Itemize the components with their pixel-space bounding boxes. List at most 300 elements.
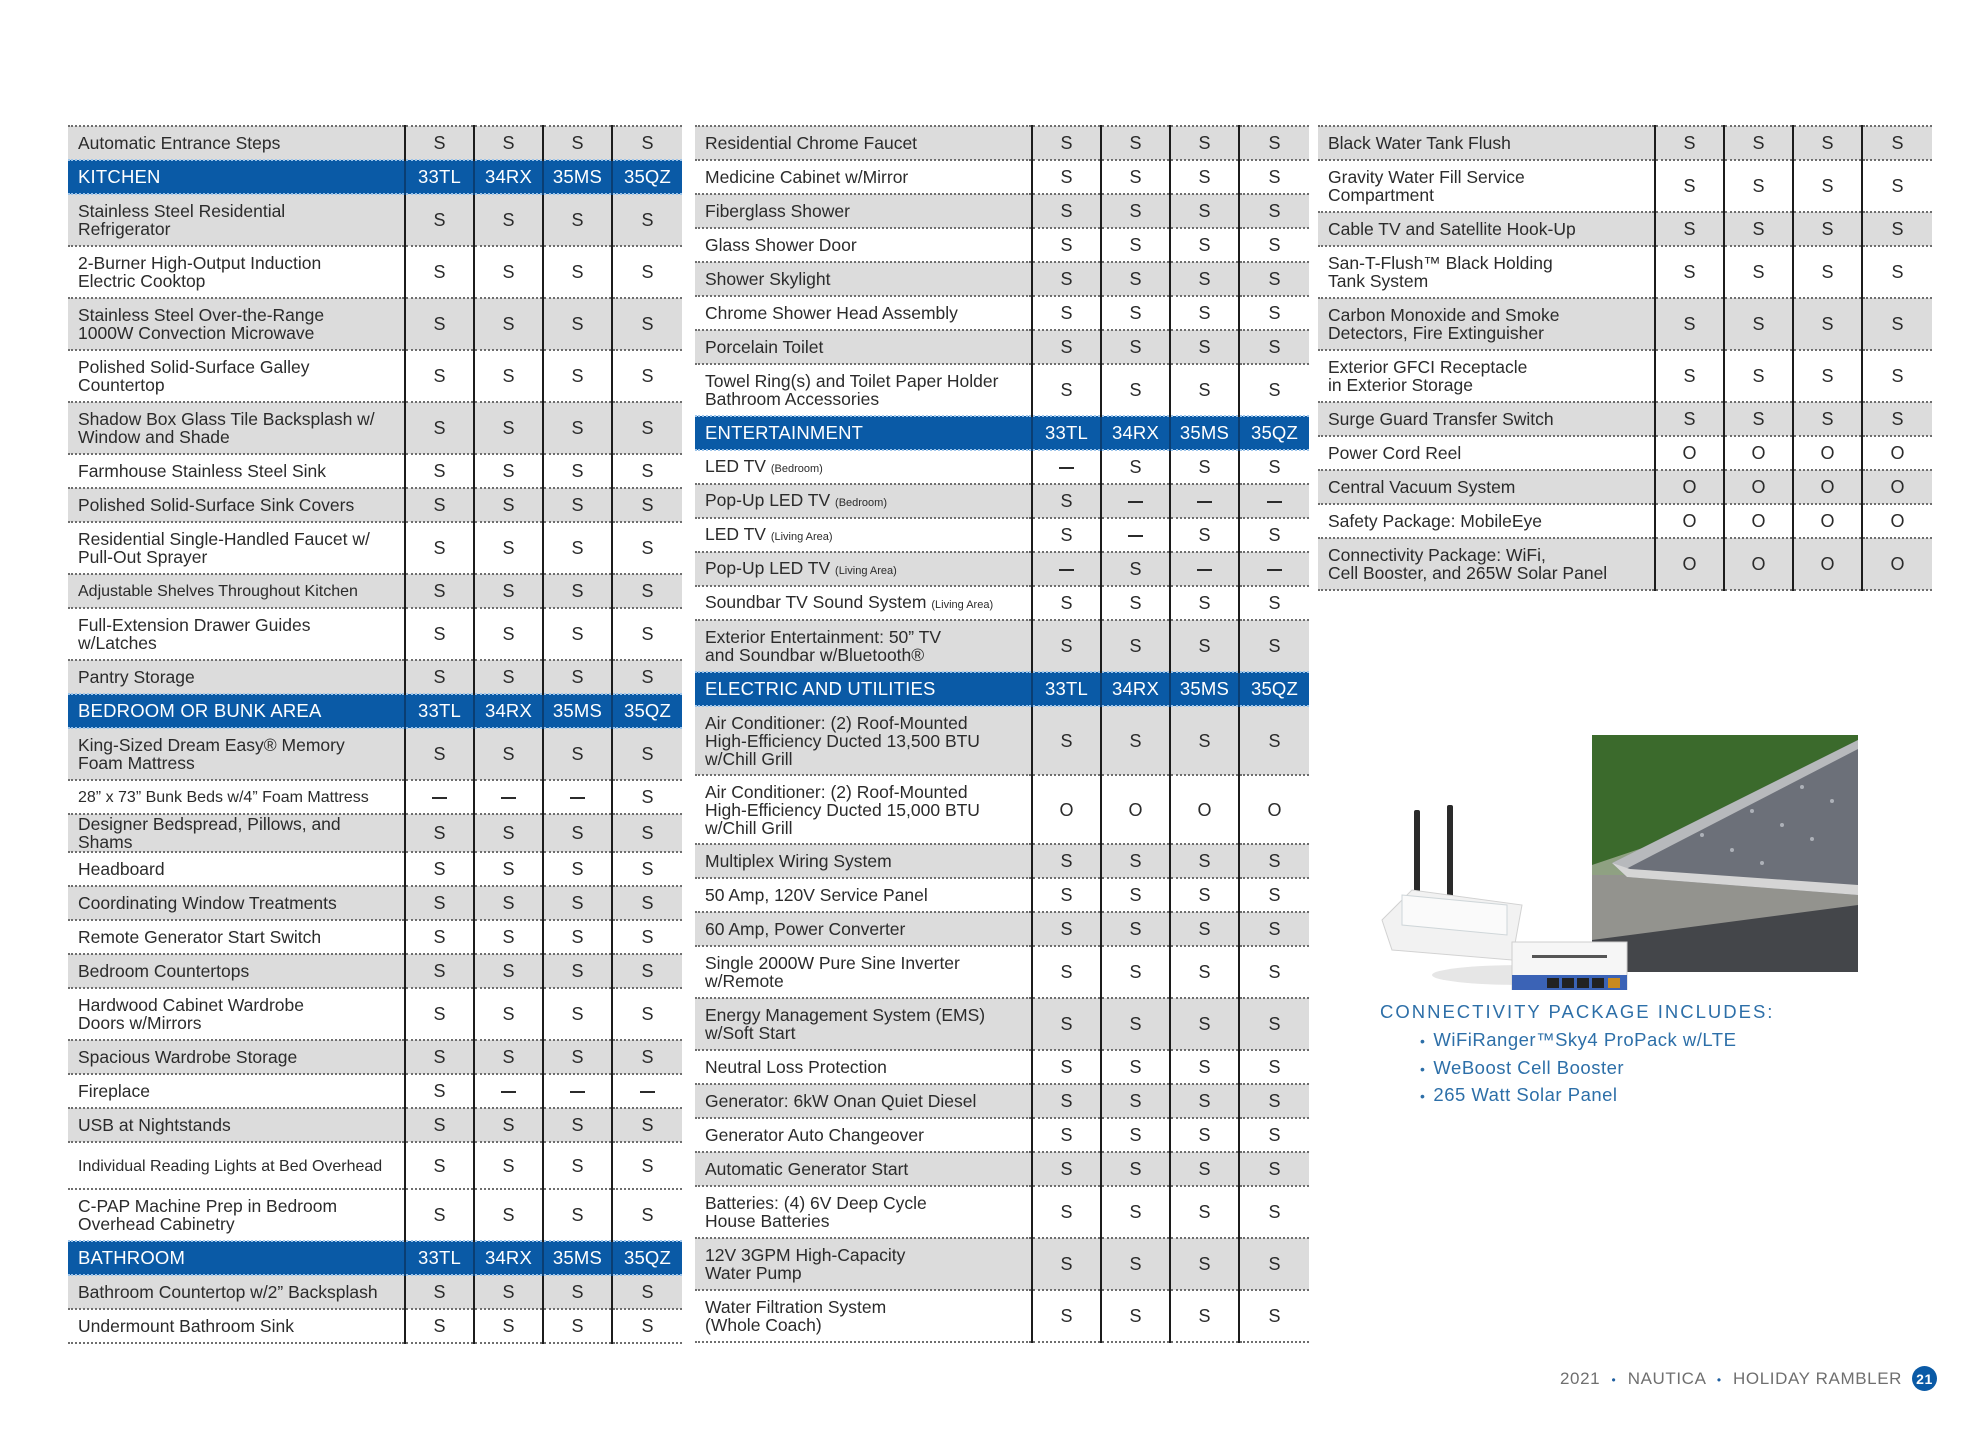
standard-mark: S: [474, 954, 543, 988]
feature-label: [695, 706, 1032, 775]
feature-row: [68, 660, 682, 694]
standard-mark: S: [1032, 1084, 1101, 1118]
feature-label-line: Residential Chrome Faucet: [705, 133, 918, 153]
feature-label-line: Designer Bedspread, Pillows, and Shams: [78, 814, 341, 852]
model-column-header: 34RX: [474, 1241, 543, 1275]
optional-mark: O: [1655, 436, 1724, 470]
feature-label-line: Individual Reading Lights at Bed Overhead: [78, 1157, 383, 1175]
optional-mark: O: [1724, 436, 1793, 470]
standard-mark: S: [474, 574, 543, 608]
model-column-header: 35MS: [543, 694, 612, 728]
section-title: KITCHEN: [68, 160, 405, 194]
feature-row: [695, 912, 1309, 946]
standard-mark: S: [1170, 844, 1239, 878]
feature-label: [68, 1189, 405, 1241]
standard-mark: S: [1101, 1050, 1170, 1084]
feature-label-line: LED TV: [705, 523, 766, 544]
standard-mark: S: [543, 1108, 612, 1142]
dash-icon: [1197, 501, 1212, 503]
not-available-dash: [1170, 552, 1239, 586]
standard-mark: S: [1170, 194, 1239, 228]
standard-mark: S: [1101, 844, 1170, 878]
feature-label-line: 12V 3GPM High-Capacity: [705, 1245, 906, 1265]
feature-row: [68, 1309, 682, 1343]
standard-mark: S: [543, 1040, 612, 1074]
standard-mark: S: [1239, 296, 1309, 330]
feature-label: [68, 1142, 405, 1189]
standard-mark: S: [1862, 160, 1932, 212]
standard-mark: S: [612, 350, 682, 402]
feature-row: [1318, 126, 1932, 160]
feature-row: [68, 246, 682, 298]
feature-label: [1318, 350, 1655, 402]
standard-mark: S: [474, 1142, 543, 1189]
standard-mark: S: [1655, 298, 1724, 350]
feature-label-line: Black Water Tank Flush: [1328, 133, 1511, 153]
model-column-header: 34RX: [474, 160, 543, 194]
standard-mark: S: [543, 886, 612, 920]
standard-mark: S: [612, 660, 682, 694]
feature-label: [695, 262, 1032, 296]
feature-label-line: Porcelain Toilet: [705, 337, 824, 357]
feature-label: [695, 518, 1032, 552]
connectivity-item: • WiFiRanger™Sky4 ProPack w/LTE: [1420, 1027, 1736, 1055]
standard-mark: S: [1101, 450, 1170, 484]
feature-row: [695, 262, 1309, 296]
optional-mark: O: [1170, 775, 1239, 844]
feature-row: [695, 775, 1309, 844]
standard-mark: S: [1239, 450, 1309, 484]
feature-label-line: Shadow Box Glass Tile Backsplash w/: [78, 409, 375, 429]
standard-mark: S: [1655, 126, 1724, 160]
feature-row: [68, 608, 682, 660]
standard-mark: S: [612, 1040, 682, 1074]
feature-label-line: Undermount Bathroom Sink: [78, 1316, 294, 1336]
standard-mark: S: [1032, 126, 1101, 160]
standard-mark: S: [474, 522, 543, 574]
standard-mark: S: [1655, 402, 1724, 436]
standard-mark: S: [1101, 1186, 1170, 1238]
standard-mark: S: [1862, 298, 1932, 350]
standard-mark: S: [612, 1108, 682, 1142]
standard-mark: S: [1101, 586, 1170, 620]
feature-label: [1318, 504, 1655, 538]
standard-mark: S: [1101, 228, 1170, 262]
feature-label-line: Tank System: [1328, 271, 1429, 291]
feature-label-line: Remote Generator Start Switch: [78, 927, 322, 947]
feature-row: [68, 1275, 682, 1309]
standard-mark: S: [1170, 160, 1239, 194]
optional-mark: O: [1793, 504, 1862, 538]
standard-mark: S: [1101, 1290, 1170, 1342]
feature-label: [68, 988, 405, 1040]
feature-label: [1318, 246, 1655, 298]
optional-mark: O: [1793, 436, 1862, 470]
feature-label-line: 2-Burner High-Output Induction: [78, 253, 322, 273]
feature-label: [695, 484, 1032, 518]
standard-mark: S: [405, 1074, 474, 1108]
feature-row: [68, 454, 682, 488]
feature-label: [695, 912, 1032, 946]
standard-mark: S: [1724, 402, 1793, 436]
standard-mark: S: [1793, 160, 1862, 212]
connectivity-package-list: [1420, 1027, 1736, 1110]
feature-row: [695, 518, 1309, 552]
feature-label-line: Detectors, Fire Extinguisher: [1328, 323, 1544, 343]
standard-mark: S: [543, 608, 612, 660]
standard-mark: S: [405, 1108, 474, 1142]
standard-mark: S: [1170, 586, 1239, 620]
standard-mark: S: [612, 402, 682, 454]
feature-row: [1318, 350, 1932, 402]
feature-row: [68, 852, 682, 886]
standard-mark: S: [612, 1309, 682, 1343]
feature-label: [68, 728, 405, 780]
optional-mark: O: [1793, 538, 1862, 590]
feature-label: [68, 350, 405, 402]
feature-label-line: Safety Package: MobileEye: [1328, 511, 1543, 531]
standard-mark: S: [1032, 706, 1101, 775]
optional-mark: O: [1862, 470, 1932, 504]
feature-label-line: Surge Guard Transfer Switch: [1328, 409, 1554, 429]
not-available-dash: [1032, 450, 1101, 484]
feature-row: [695, 160, 1309, 194]
standard-mark: S: [612, 814, 682, 852]
feature-label-line: Pantry Storage: [78, 667, 195, 687]
feature-label-line: Coordinating Window Treatments: [78, 893, 337, 913]
feature-label: [1318, 436, 1655, 470]
standard-mark: S: [612, 728, 682, 780]
standard-mark: S: [1032, 998, 1101, 1050]
wifi-router-photo: [1372, 770, 1642, 990]
feature-row: [695, 296, 1309, 330]
feature-label: [695, 228, 1032, 262]
not-available-dash: [405, 780, 474, 814]
feature-label-line: USB at Nightstands: [78, 1115, 231, 1135]
footer-separator: •: [1716, 1372, 1722, 1387]
standard-mark: S: [1724, 212, 1793, 246]
standard-mark: S: [543, 488, 612, 522]
standard-mark: S: [1239, 620, 1309, 672]
standard-mark: S: [543, 1142, 612, 1189]
optional-mark: O: [1862, 538, 1932, 590]
model-column-header: 33TL: [405, 160, 474, 194]
feature-label: [68, 852, 405, 886]
feature-label-line: Generator: 6kW Onan Quiet Diesel: [705, 1091, 977, 1111]
feature-label-line: LED TV: [705, 455, 766, 476]
feature-label-line: Countertop: [78, 375, 165, 395]
standard-mark: S: [612, 194, 682, 246]
feature-row: [695, 620, 1309, 672]
standard-mark: S: [612, 1189, 682, 1241]
model-column-header: 35MS: [543, 160, 612, 194]
feature-label-line: Central Vacuum System: [1328, 477, 1516, 497]
standard-mark: S: [1032, 484, 1101, 518]
feature-label: [1318, 538, 1655, 590]
dash-icon: [1267, 569, 1282, 571]
feature-label-line: Electric Cooktop: [78, 271, 206, 291]
feature-label-line: Automatic Entrance Steps: [78, 133, 281, 153]
page-number-badge: 21: [1912, 1366, 1937, 1391]
feature-label: [68, 920, 405, 954]
standard-mark: S: [543, 988, 612, 1040]
standard-mark: S: [1170, 228, 1239, 262]
standard-mark: S: [474, 728, 543, 780]
feature-label-line: Batteries: (4) 6V Deep Cycle: [705, 1193, 927, 1213]
standard-mark: S: [612, 298, 682, 350]
dash-icon: [1267, 501, 1282, 503]
feature-label-line: Overhead Cabinetry: [78, 1214, 235, 1234]
feature-label: [695, 1238, 1032, 1290]
feature-row: [68, 522, 682, 574]
feature-row: [695, 484, 1309, 518]
model-column-header: 34RX: [1101, 416, 1170, 450]
feature-label-line: Pull-Out Sprayer: [78, 547, 208, 567]
standard-mark: S: [1170, 1084, 1239, 1118]
feature-label-line: Power Cord Reel: [1328, 443, 1462, 463]
feature-label-line: Water Pump: [705, 1263, 802, 1283]
feature-label-line: 1000W Convection Microwave: [78, 323, 315, 343]
standard-mark: S: [1170, 450, 1239, 484]
feature-label-line: Fiberglass Shower: [705, 201, 850, 221]
standard-mark: S: [543, 246, 612, 298]
feature-label: [68, 814, 405, 852]
feature-label: [68, 954, 405, 988]
standard-mark: S: [1239, 878, 1309, 912]
feature-label-line: Doors w/Mirrors: [78, 1013, 202, 1033]
feature-label-line: Pop-Up LED TV: [705, 489, 831, 510]
footer-model: NAUTICA: [1627, 1368, 1706, 1388]
feature-row: [68, 886, 682, 920]
standard-mark: S: [1170, 126, 1239, 160]
dash-icon: [570, 1091, 585, 1093]
standard-mark: S: [405, 852, 474, 886]
feature-label-line: Bedroom Countertops: [78, 961, 250, 981]
standard-mark: S: [612, 886, 682, 920]
dash-icon: [1059, 569, 1074, 571]
standard-mark: S: [1170, 998, 1239, 1050]
standard-mark: S: [1101, 1084, 1170, 1118]
feature-label-line: Energy Management System (EMS): [705, 1005, 986, 1025]
feature-row: [695, 126, 1309, 160]
standard-mark: S: [1101, 552, 1170, 586]
optional-mark: O: [1032, 775, 1101, 844]
standard-mark: S: [543, 194, 612, 246]
standard-mark: S: [474, 402, 543, 454]
feature-row: [695, 998, 1309, 1050]
section-title: ELECTRIC AND UTILITIES: [695, 672, 1032, 706]
standard-mark: S: [1239, 844, 1309, 878]
optional-mark: O: [1239, 775, 1309, 844]
standard-mark: S: [405, 1275, 474, 1309]
feature-label-line: w/Chill Grill: [705, 817, 793, 838]
standard-mark: S: [1032, 194, 1101, 228]
feature-row: [68, 298, 682, 350]
standard-mark: S: [1862, 350, 1932, 402]
feature-label: [695, 998, 1032, 1050]
standard-mark: S: [612, 574, 682, 608]
feature-label-line: and Soundbar w/Bluetooth®: [705, 645, 925, 665]
standard-mark: S: [1101, 998, 1170, 1050]
feature-label: [68, 886, 405, 920]
not-available-dash: [1032, 552, 1101, 586]
standard-mark: S: [543, 574, 612, 608]
feature-label: [68, 488, 405, 522]
standard-mark: S: [1724, 126, 1793, 160]
model-column-header: 35QZ: [612, 1241, 682, 1275]
feature-label-line: w/Chill Grill: [705, 748, 793, 769]
feature-label-line: Adjustable Shelves Throughout Kitchen: [78, 583, 358, 600]
feature-label: [68, 780, 405, 814]
feature-row: [695, 1084, 1309, 1118]
standard-mark: S: [1101, 946, 1170, 998]
not-available-dash: [543, 780, 612, 814]
standard-mark: S: [543, 814, 612, 852]
section-header: [695, 416, 1309, 450]
standard-mark: S: [474, 488, 543, 522]
feature-label: [68, 298, 405, 350]
feature-label-line: Compartment: [1328, 185, 1435, 205]
standard-mark: S: [1239, 1290, 1309, 1342]
standard-mark: S: [474, 126, 543, 160]
feature-note: (Living Area): [931, 598, 994, 611]
feature-label-line: Shower Skylight: [705, 269, 831, 289]
feature-label-line: Soundbar TV Sound System: [705, 591, 927, 612]
standard-mark: S: [1032, 228, 1101, 262]
standard-mark: S: [1101, 296, 1170, 330]
standard-mark: S: [405, 1189, 474, 1241]
standard-mark: S: [1170, 706, 1239, 775]
standard-mark: S: [1239, 586, 1309, 620]
standard-mark: S: [543, 660, 612, 694]
page-footer: [1560, 1366, 1937, 1391]
standard-mark: S: [405, 246, 474, 298]
standard-mark: S: [543, 350, 612, 402]
footer-separator: •: [1611, 1372, 1617, 1387]
feature-label-line: Polished Solid-Surface Sink Covers: [78, 495, 355, 515]
feature-label-line: Stainless Steel Over-the-Range: [78, 305, 325, 325]
standard-mark: S: [1793, 298, 1862, 350]
standard-mark: S: [1170, 330, 1239, 364]
feature-label-line: Fireplace: [78, 1081, 150, 1101]
standard-mark: S: [1032, 1186, 1101, 1238]
feature-label-line: Polished Solid-Surface Galley: [78, 357, 310, 377]
standard-mark: S: [612, 488, 682, 522]
feature-label-line: Refrigerator: [78, 219, 171, 239]
dash-icon: [570, 797, 585, 799]
not-available-dash: [1101, 484, 1170, 518]
standard-mark: S: [1101, 706, 1170, 775]
model-column-header: 35MS: [1170, 416, 1239, 450]
standard-mark: S: [474, 608, 543, 660]
standard-mark: S: [405, 1142, 474, 1189]
footer-brand: HOLIDAY RAMBLER: [1733, 1368, 1903, 1388]
standard-mark: S: [474, 1108, 543, 1142]
feature-row: [695, 364, 1309, 416]
standard-mark: S: [1724, 246, 1793, 298]
feature-label: [68, 1074, 405, 1108]
standard-mark: S: [543, 1309, 612, 1343]
feature-label: [68, 660, 405, 694]
feature-row: [68, 814, 682, 852]
feature-label-line: Exterior GFCI Receptacle: [1328, 357, 1528, 377]
feature-row: [1318, 246, 1932, 298]
connectivity-package-title: CONNECTIVITY PACKAGE INCLUDES:: [1380, 1001, 1775, 1022]
model-column-header: 35QZ: [612, 694, 682, 728]
standard-mark: S: [1724, 160, 1793, 212]
standard-mark: S: [1239, 262, 1309, 296]
standard-mark: S: [474, 246, 543, 298]
standard-mark: S: [1239, 1152, 1309, 1186]
feature-row: [695, 552, 1309, 586]
not-available-dash: [474, 780, 543, 814]
feature-label: [695, 1118, 1032, 1152]
standard-mark: S: [1101, 126, 1170, 160]
standard-mark: S: [1239, 194, 1309, 228]
standard-mark: S: [1032, 946, 1101, 998]
standard-mark: S: [543, 920, 612, 954]
feature-note: (Bedroom): [835, 496, 887, 509]
feature-row: [68, 126, 682, 160]
model-column-header: 33TL: [1032, 416, 1101, 450]
standard-mark: S: [1170, 364, 1239, 416]
feature-row: [695, 946, 1309, 998]
optional-mark: O: [1655, 504, 1724, 538]
feature-label-line: Neutral Loss Protection: [705, 1057, 887, 1077]
standard-mark: S: [1239, 912, 1309, 946]
feature-row: [695, 586, 1309, 620]
standard-mark: S: [1170, 1118, 1239, 1152]
standard-mark: S: [1239, 228, 1309, 262]
feature-label: [68, 1275, 405, 1309]
feature-label: [68, 522, 405, 574]
standard-mark: S: [612, 454, 682, 488]
standard-mark: S: [1101, 878, 1170, 912]
standard-mark: S: [612, 1142, 682, 1189]
feature-label: [695, 126, 1032, 160]
feature-label-line: Cell Booster, and 265W Solar Panel: [1328, 563, 1608, 583]
standard-mark: S: [612, 954, 682, 988]
standard-mark: S: [1170, 620, 1239, 672]
feature-label: [68, 1108, 405, 1142]
standard-mark: S: [1239, 518, 1309, 552]
feature-label: [68, 1309, 405, 1343]
standard-mark: S: [405, 454, 474, 488]
standard-mark: S: [1170, 1238, 1239, 1290]
standard-mark: S: [405, 728, 474, 780]
standard-mark: S: [1032, 330, 1101, 364]
standard-mark: S: [1101, 912, 1170, 946]
feature-label: [695, 1290, 1032, 1342]
standard-mark: S: [1170, 946, 1239, 998]
connectivity-item: • WeBoost Cell Booster: [1420, 1055, 1736, 1083]
router-antenna-icon: [1372, 770, 1642, 990]
feature-row: [695, 450, 1309, 484]
feature-label-line: C-PAP Machine Prep in Bedroom: [78, 1196, 338, 1216]
feature-label-line: Stainless Steel Residential: [78, 201, 286, 221]
feature-label: [695, 1186, 1032, 1238]
standard-mark: S: [1101, 262, 1170, 296]
standard-mark: S: [543, 1275, 612, 1309]
standard-mark: S: [612, 988, 682, 1040]
standard-mark: S: [405, 298, 474, 350]
standard-mark: S: [405, 814, 474, 852]
not-available-dash: [1101, 518, 1170, 552]
standard-mark: S: [612, 920, 682, 954]
standard-mark: S: [1655, 160, 1724, 212]
not-available-dash: [1239, 552, 1309, 586]
feature-label-line: Air Conditioner: (2) Roof-Mounted: [705, 712, 968, 733]
